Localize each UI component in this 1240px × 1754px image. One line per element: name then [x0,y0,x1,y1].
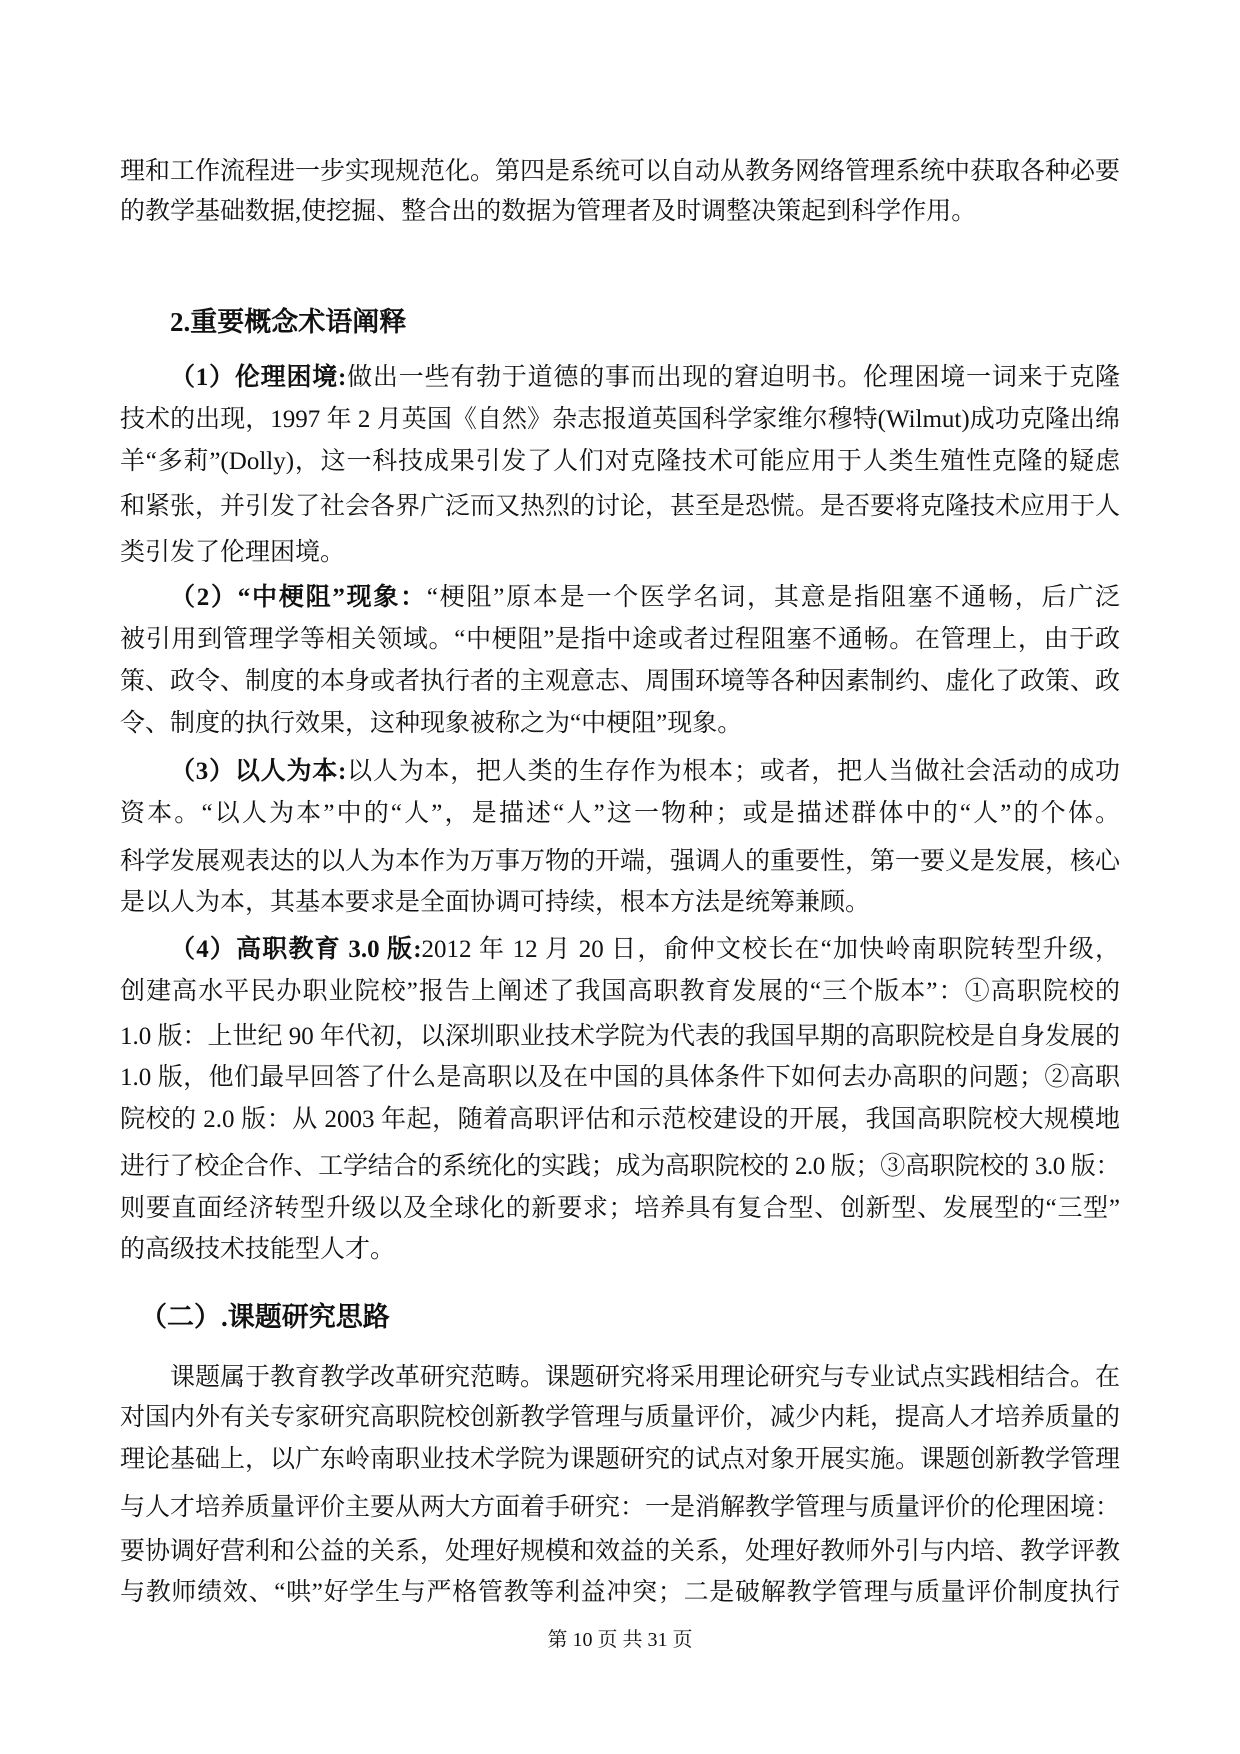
text-line [120,1188,1120,1230]
text-line [120,1531,1120,1573]
line-text: 对国内外有关专家研究高职院校创新教学管理与质量评价，减少内耗，提高人才培养质量的 [120,1404,1121,1431]
text-line [120,793,1120,835]
text-line [170,1357,1120,1399]
line-text: 1.0 版：上世纪 90 年代初，以深圳职业技术学院为代表的我国早期的高职院校是自身发展的 [120,1023,1121,1050]
text-line [120,661,1120,703]
text-line [120,1439,1120,1481]
section-heading [140,1296,1140,1338]
line-text: 做出一些有勃于道德的事而出现的窘迫明书。伦理困境一词来于克隆 [346,364,1120,391]
line-text: 和紧张，并引发了社会各界广泛而又热烈的讨论，甚至是恐慌。是否要将克隆技术应用于人 [120,493,1121,520]
line-text: （二）.课题研究思路 [140,1302,390,1332]
line-text: 是以人为本，其基本要求是全面协调可持续，根本方法是统筹兼顾。 [120,889,871,916]
term-label: （3）以人为本: [170,758,347,785]
line-text: 以人为本，把人类的生存作为根本；或者，把人当做社会活动的成功 [346,758,1120,785]
text-line [120,841,1120,883]
line-text: 则要直面经济转型升级以及全球化的新要求；培养具有复合型、创新型、发展型的“三型” [120,1195,1120,1222]
line-text: 被引用到管理学等相关领域。“中梗阻”是指中途或者过程阻塞不通畅。在管理上，由于政 [120,626,1120,653]
line-text: 进行了校企合作、工学结合的系统化的实践；成为高职院校的 2.0 版；③高职院校的 3.0 版： [120,1153,1120,1180]
text-line [120,1057,1120,1099]
line-text: 理和工作流程进一步实现规范化。第四是系统可以自动从教务网络管理系统中获取各种必要 [120,158,1121,185]
line-text: 的高级技术技能型人才。 [120,1236,396,1263]
term-label: （2）“中梗阻”现象： [170,584,427,611]
line-text: 类引发了伦理困境。 [120,539,346,566]
line-text: 科学发展观表达的以人为本作为万事万物的开端，强调人的重要性，第一要义是发展，核心 [120,848,1121,875]
text-line [170,357,1120,399]
line-text: 院校的 2.0 版：从 2003 年起，随着高职评估和示范校建设的开展，我国高职院校大规模地 [120,1106,1120,1133]
page-number: 第 10 页 共 31 页 [547,1629,693,1651]
term-label: （4）高职教育 3.0 版: [170,936,422,963]
section-heading [170,301,1170,343]
text-line [120,191,1120,233]
line-text: 1.0 版，他们最早回答了什么是高职以及在中国的具体条件下如何去办高职的问题；②高职 [120,1064,1120,1091]
line-text: 策、政令、制度的本身或者执行者的主观意志、周围环境等各种因素制约、虚化了政策、政 [120,668,1121,695]
text-line [170,751,1120,793]
line-text: 理论基础上，以广东岭南职业技术学院为课题研究的试点对象开展实施。课题创新教学管理 [120,1446,1121,1473]
text-line [170,929,1120,971]
text-line [120,1146,1120,1188]
line-text: 要协调好营利和公益的关系，处理好规模和效益的关系，处理好教师外引与内培、教学评教 [120,1538,1121,1565]
line-text: 与人才培养质量评价主要从两大方面着手研究：一是消解教学管理与质量评价的伦理困境： [120,1494,1121,1521]
text-line [120,1487,1120,1529]
line-text: 令、制度的执行效果，这种现象被称之为“中梗阻”现象。 [120,710,743,737]
text-line [120,1229,1120,1271]
line-text: 2012 年 12 月 20 日，俞仲文校长在“加快岭南职院转型升级， [421,936,1120,963]
line-text: 羊“多莉”(Dolly)，这一科技成果引发了人们对克隆技术可能应用于人类生殖性克隆的疑虑 [120,448,1120,475]
text-line [120,399,1120,441]
text-line [120,1016,1120,1058]
text-line [120,151,1120,193]
text-line [120,1572,1120,1614]
term-label: （1）伦理困境: [170,364,347,391]
line-text: 创建高水平民办职业院校”报告上阐述了我国高职教育发展的“三个版本”：①高职院校的 [120,978,1120,1005]
text-line [120,703,1120,745]
line-text: 2.重要概念术语阐释 [170,307,407,337]
line-text: 与教师绩效、“哄”好学生与严格管教等利益冲突；二是破解教学管理与质量评价制度执行 [120,1579,1120,1606]
line-text: 资本。“以人为本”中的“人”，是描述“人”这一物种；或是描述群体中的“人”的个体。 [120,800,1120,827]
text-line [120,619,1120,661]
text-line [120,1397,1120,1439]
line-text: 的教学基础数据,使挖掘、整合出的数据为管理者及时调整决策起到科学作用。 [120,198,977,225]
text-line [120,1099,1120,1141]
text-line [120,441,1120,483]
text-line [120,882,1120,924]
line-text: 课题属于教育教学改革研究范畴。课题研究将采用理论研究与专业试点实践相结合。在 [170,1364,1121,1391]
text-line [120,532,1120,574]
text-line [120,971,1120,1013]
text-line [170,577,1120,619]
text-line [120,486,1120,528]
line-text: “梗阻”原本是一个医学名词，其意是指阻塞不通畅，后广泛 [426,584,1120,611]
line-text: 技术的出现，1997 年 2 月英国《自然》杂志报道英国科学家维尔穆特(Wilmut)成功克隆出绵 [120,406,1120,433]
